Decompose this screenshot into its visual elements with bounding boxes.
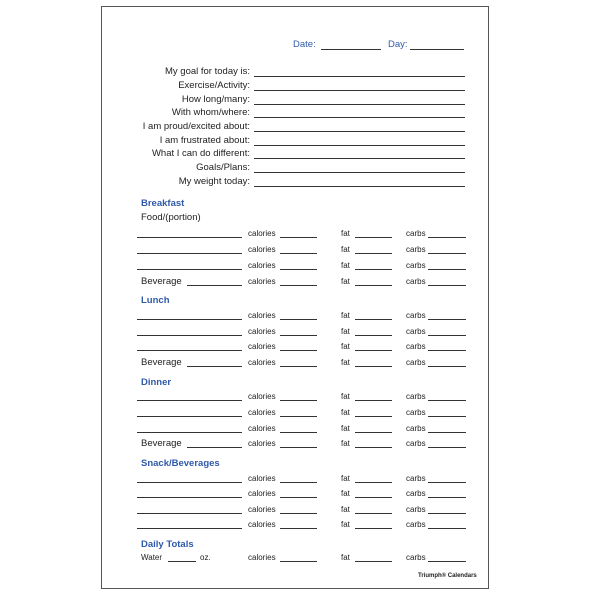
fat-label: fat — [341, 245, 350, 254]
carbs-label: carbs — [406, 261, 426, 270]
carbs-field[interactable] — [428, 513, 466, 514]
total-fat-field[interactable] — [355, 561, 392, 562]
carbs-field[interactable] — [428, 335, 466, 336]
calories-label: calories — [248, 229, 276, 238]
carbs-field[interactable] — [428, 285, 466, 286]
total-calories-label: calories — [248, 553, 276, 562]
fat-field[interactable] — [355, 528, 392, 529]
carbs-label: carbs — [406, 245, 426, 254]
journal-prompt-field[interactable] — [254, 117, 465, 118]
carbs-field[interactable] — [428, 366, 466, 367]
calories-label: calories — [248, 277, 276, 286]
total-carbs-label: carbs — [406, 553, 426, 562]
calories-label: calories — [248, 489, 276, 498]
carbs-field[interactable] — [428, 432, 466, 433]
carbs-label: carbs — [406, 327, 426, 336]
water-field[interactable] — [168, 561, 196, 562]
date-field[interactable] — [321, 49, 381, 50]
fat-label: fat — [341, 474, 350, 483]
fat-field[interactable] — [355, 482, 392, 483]
food-item-field[interactable] — [137, 528, 242, 529]
calories-field[interactable] — [280, 335, 317, 336]
fat-field[interactable] — [355, 447, 392, 448]
food-item-field[interactable] — [137, 253, 242, 254]
journal-prompt-field[interactable] — [254, 158, 465, 159]
total-fat-label: fat — [341, 553, 350, 562]
section-title-breakfast: Breakfast — [141, 198, 185, 209]
journal-prompt-label: I am frustrated about: — [159, 135, 250, 146]
food-item-field[interactable] — [137, 350, 242, 351]
beverage-field[interactable] — [187, 285, 242, 286]
fat-field[interactable] — [355, 400, 392, 401]
food-item-field[interactable] — [137, 237, 242, 238]
food-item-field[interactable] — [137, 319, 242, 320]
fat-label: fat — [341, 342, 350, 351]
fat-label: fat — [341, 520, 350, 529]
calories-field[interactable] — [280, 416, 317, 417]
calories-label: calories — [248, 392, 276, 401]
journal-prompt-field[interactable] — [254, 90, 465, 91]
calories-field[interactable] — [280, 447, 317, 448]
fat-field[interactable] — [355, 319, 392, 320]
journal-prompt-field[interactable] — [254, 104, 465, 105]
fat-field[interactable] — [355, 335, 392, 336]
carbs-field[interactable] — [428, 237, 466, 238]
calories-field[interactable] — [280, 497, 317, 498]
fat-label: fat — [341, 424, 350, 433]
fat-label: fat — [341, 277, 350, 286]
carbs-field[interactable] — [428, 400, 466, 401]
fat-field[interactable] — [355, 497, 392, 498]
fat-label: fat — [341, 392, 350, 401]
carbs-field[interactable] — [428, 497, 466, 498]
carbs-label: carbs — [406, 311, 426, 320]
carbs-label: carbs — [406, 520, 426, 529]
fat-field[interactable] — [355, 432, 392, 433]
calories-label: calories — [248, 342, 276, 351]
beverage-field[interactable] — [187, 366, 242, 367]
fat-label: fat — [341, 408, 350, 417]
calories-label: calories — [248, 474, 276, 483]
calories-label: calories — [248, 424, 276, 433]
calories-label: calories — [248, 520, 276, 529]
carbs-label: carbs — [406, 505, 426, 514]
carbs-label: carbs — [406, 277, 426, 286]
carbs-label: carbs — [406, 358, 426, 367]
fat-field[interactable] — [355, 237, 392, 238]
beverage-field[interactable] — [187, 447, 242, 448]
section-title-snack: Snack/Beverages — [141, 458, 220, 469]
journal-prompt-field[interactable] — [254, 172, 465, 173]
food-item-field[interactable] — [137, 482, 242, 483]
calories-label: calories — [248, 311, 276, 320]
journal-prompt-field[interactable] — [254, 145, 465, 146]
carbs-field[interactable] — [428, 482, 466, 483]
calories-field[interactable] — [280, 253, 317, 254]
food-portion-label: Food/(portion) — [141, 212, 201, 223]
carbs-label: carbs — [406, 439, 426, 448]
journal-prompt-label: How long/many: — [181, 94, 250, 105]
calories-field[interactable] — [280, 513, 317, 514]
section-title-daily-totals: Daily Totals — [141, 539, 194, 550]
fat-field[interactable] — [355, 269, 392, 270]
carbs-label: carbs — [406, 342, 426, 351]
calories-field[interactable] — [280, 285, 317, 286]
food-item-field[interactable] — [137, 432, 242, 433]
journal-prompt-label: My weight today: — [178, 176, 250, 187]
calories-label: calories — [248, 505, 276, 514]
fat-label: fat — [341, 311, 350, 320]
journal-prompt-field[interactable] — [254, 131, 465, 132]
journal-prompt-field[interactable] — [254, 186, 465, 187]
fat-label: fat — [341, 439, 350, 448]
fat-field[interactable] — [355, 513, 392, 514]
food-item-field[interactable] — [137, 335, 242, 336]
section-title-lunch: Lunch — [141, 295, 170, 306]
journal-prompt-label: Goals/Plans: — [196, 162, 250, 173]
calories-field[interactable] — [280, 400, 317, 401]
calories-field[interactable] — [280, 350, 317, 351]
calories-field[interactable] — [280, 528, 317, 529]
fat-field[interactable] — [355, 285, 392, 286]
calories-label: calories — [248, 358, 276, 367]
carbs-field[interactable] — [428, 350, 466, 351]
food-item-field[interactable] — [137, 416, 242, 417]
carbs-field[interactable] — [428, 528, 466, 529]
calories-label: calories — [248, 261, 276, 270]
carbs-field[interactable] — [428, 269, 466, 270]
calories-field[interactable] — [280, 269, 317, 270]
journal-prompt-label: My goal for today is: — [164, 66, 250, 77]
calories-field[interactable] — [280, 237, 317, 238]
calories-field[interactable] — [280, 432, 317, 433]
fat-label: fat — [341, 229, 350, 238]
carbs-label: carbs — [406, 229, 426, 238]
section-title-dinner: Dinner — [141, 377, 172, 388]
carbs-label: carbs — [406, 489, 426, 498]
calories-label: calories — [248, 327, 276, 336]
fat-label: fat — [341, 489, 350, 498]
total-calories-field[interactable] — [280, 561, 317, 562]
oz-label: oz. — [200, 553, 211, 562]
carbs-field[interactable] — [428, 319, 466, 320]
fat-label: fat — [341, 327, 350, 336]
day-label: Day: — [388, 39, 408, 50]
journal-prompt-field[interactable] — [254, 76, 465, 77]
carbs-label: carbs — [406, 474, 426, 483]
beverage-label: Beverage — [141, 438, 182, 449]
carbs-field[interactable] — [428, 447, 466, 448]
carbs-field[interactable] — [428, 416, 466, 417]
fat-label: fat — [341, 358, 350, 367]
fat-label: fat — [341, 261, 350, 270]
carbs-label: carbs — [406, 424, 426, 433]
food-item-field[interactable] — [137, 513, 242, 514]
calories-label: calories — [248, 245, 276, 254]
carbs-label: carbs — [406, 408, 426, 417]
calories-field[interactable] — [280, 482, 317, 483]
journal-prompt-label: I am proud/excited about: — [142, 121, 250, 132]
day-field[interactable] — [410, 49, 464, 50]
fat-field[interactable] — [355, 366, 392, 367]
brand-logo-text: Triumph® Calendars — [418, 573, 477, 579]
calories-label: calories — [248, 408, 276, 417]
carbs-field[interactable] — [428, 253, 466, 254]
total-carbs-field[interactable] — [428, 561, 466, 562]
journal-prompt-label: With whom/where: — [171, 107, 250, 118]
food-item-field[interactable] — [137, 497, 242, 498]
calories-label: calories — [248, 439, 276, 448]
fat-field[interactable] — [355, 253, 392, 254]
beverage-label: Beverage — [141, 276, 182, 287]
calories-field[interactable] — [280, 366, 317, 367]
carbs-label: carbs — [406, 392, 426, 401]
beverage-label: Beverage — [141, 357, 182, 368]
fat-field[interactable] — [355, 350, 392, 351]
fat-label: fat — [341, 505, 350, 514]
date-label: Date: — [293, 39, 316, 50]
food-item-field[interactable] — [137, 269, 242, 270]
fat-field[interactable] — [355, 416, 392, 417]
journal-prompt-label: What I can do different: — [151, 148, 250, 159]
journal-prompt-label: Exercise/Activity: — [178, 80, 250, 91]
food-item-field[interactable] — [137, 400, 242, 401]
water-label: Water — [141, 553, 163, 562]
calories-field[interactable] — [280, 319, 317, 320]
